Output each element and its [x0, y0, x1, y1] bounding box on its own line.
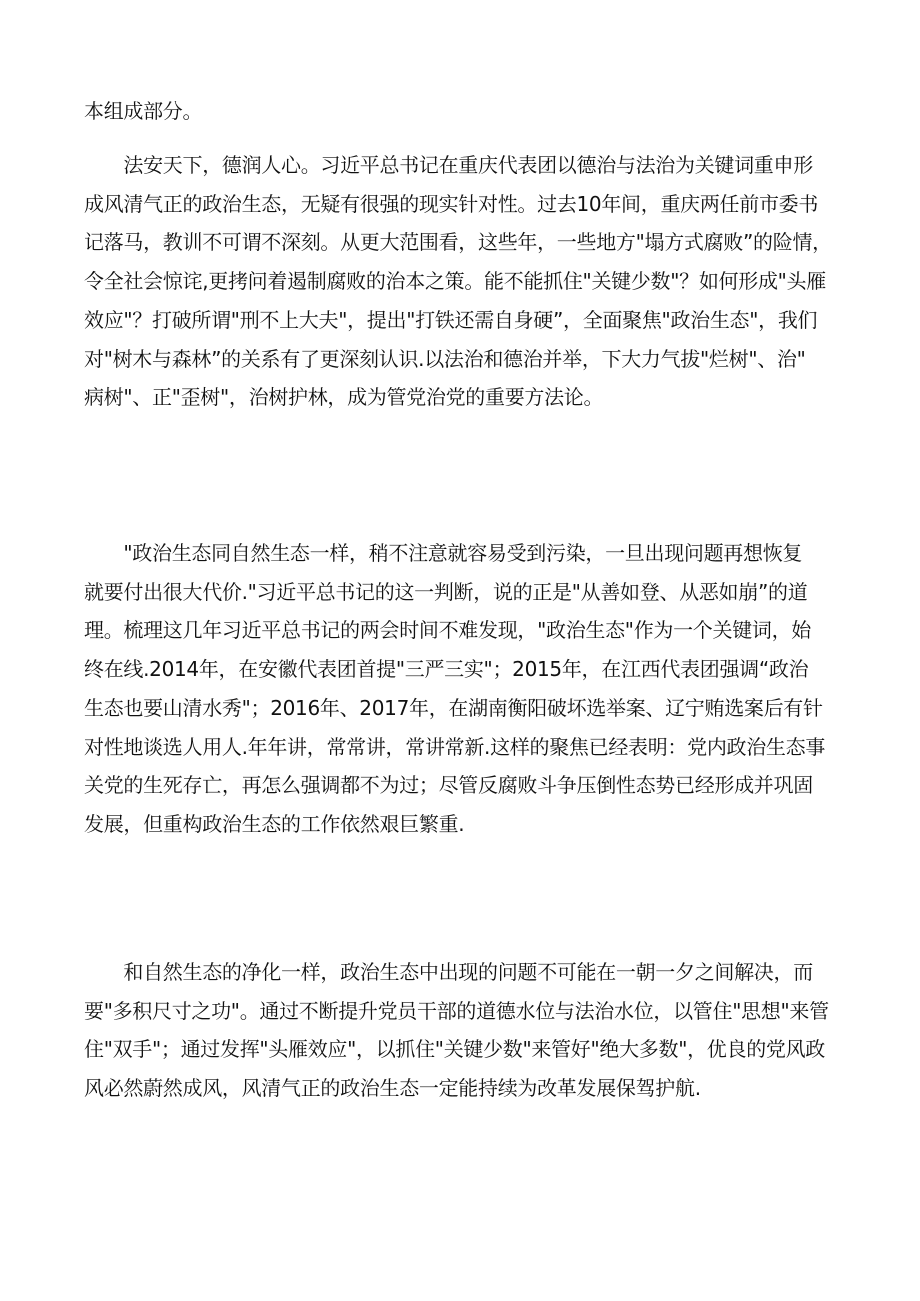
- paragraph-rule-of-law: 法安天下，德润人心。习近平总书记在重庆代表团以德治与法治为关键词重申形 成风清气正的政治生态，无疑有很强的现实针对性。过去10年间，重庆两任前市委书 记落马，教训不可谓不深刻。从更大范围看，这些年，一些地方"塌方式腐败”的险情， 令全社会惊诧,更拷问着遏制腐败的治本之策。能不能抓住"关键少数"？如何形成"头雁 效应"？打破所谓"刑不上大夫"，提出"打铁还需自身硬”，全面聚焦"政治生态"，我们 对"树木与森林”的关系有了更深刻认识.以法治和德治并举，下大力气拔"烂树"、治" 病树"、正"歪树"，治树护林，成为管党治党的重要方法论。: [84, 153, 832, 410]
- paragraph-conclusion: 和自然生态的净化一样，政治生态中出现的问题不可能在一朝一夕之间解决，而 要"多积尺寸之功"。通过不断提升党员干部的道德水位与法治水位，以管住"思想"来管 住"双手"；通过发挥"头雁效应"，以抓住"关键少数"来管好"绝大多数"，优良的党风政 风必然蔚然成风，风清气正的政治生态一定能持续为改革发展保驾护航.: [84, 960, 829, 1101]
- paragraph-political-ecology: "政治生态同自然生态一样，稍不注意就容易受到污染，一旦出现问题再想恢复 就要付出很大代价."习近平总书记的这一判断，说的正是"从善如登、从恶如崩”的道 理。梳理这几年习近平总书记的两会时间不难发现，"政治生态"作为一个关键词，始 终在线.2014年，在安徽代表团首提"三严三实"；2015年，在江西代表团强调“政治 生态也要山清水秀"；2016年、2017年，在湖南衡阳破坏选举案、辽宁贿选案后有针 对性地谈选人用人.年年讲，常常讲，常讲常新.这样的聚焦已经表明：党内政治生态事 关党的生死存亡，再怎么强调都不为过；尽管反腐败斗争压倒性态势已经形成并巩固 发展，但重构政治生态的工作依然艰巨繁重.: [84, 541, 826, 836]
- paragraph-continuation: 本组成部分。: [84, 99, 203, 123]
